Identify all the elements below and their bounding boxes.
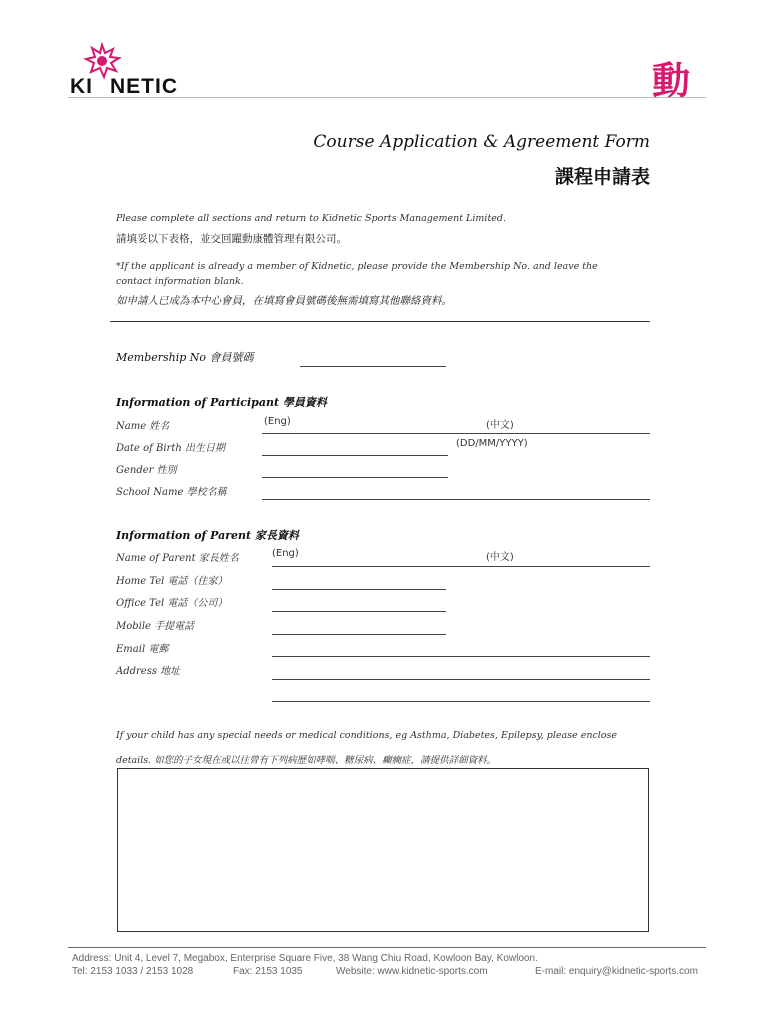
participant-zh-hint: (中文) [486,420,514,431]
title-english: Course Application & Agreement Form [313,132,650,152]
gender-field[interactable] [262,477,448,478]
membership-label: Membership No 會員號碼 [116,351,254,364]
email-field[interactable] [272,656,650,657]
mobile-field[interactable] [272,634,446,635]
address-field-2[interactable] [272,701,650,702]
intro-chinese: 請填妥以下表格，並交回躍動康體管理有限公司。 [116,233,347,245]
parent-name-label: Name of Parent 家長姓名 [116,553,239,564]
dob-hint: (DD/MM/YYYY) [456,438,528,449]
dob-field[interactable] [262,455,448,456]
email-label: Email 電郵 [116,644,169,655]
membership-field[interactable] [300,366,446,367]
intro-english: Please complete all sections and return to Kidnetic Sports Management Limited. [116,213,506,224]
intro-divider [110,321,650,322]
title-chinese: 課程申請表 [554,166,650,188]
parent-name-field[interactable] [272,566,650,567]
footer-fax: Fax: 2153 1035 [233,966,303,977]
parent-zh-hint: (中文) [486,552,514,563]
participant-eng-hint: (Eng) [264,416,291,427]
note-english-2: contact information blank. [116,276,244,287]
participant-name-field[interactable] [262,433,650,434]
chinese-logo: 動 [652,58,691,103]
home-tel-field[interactable] [272,589,446,590]
footer-website[interactable]: Website: www.kidnetic-sports.com [336,966,488,977]
logo-text-left: KI [70,75,93,98]
participant-name-label: Name 姓名 [116,421,170,432]
special-needs-line-1: If your child has any special needs or medical conditions, eg Asthma, Diabetes, Epilepsy, please enclose [116,730,618,741]
footer-email[interactable]: E-mail: enquiry@kidnetic-sports.com [535,966,698,977]
office-tel-label: Office Tel 電話（公司） [116,598,228,609]
school-label: School Name 學校名稱 [116,487,227,498]
school-field[interactable] [262,499,650,500]
home-tel-label: Home Tel 電話（住家） [116,576,228,587]
header-divider [68,97,706,98]
address-field-1[interactable] [272,679,650,680]
footer-tel: Tel: 2153 1033 / 2153 1028 [72,966,194,977]
special-needs-line-2: details. 如您的子女現在或以往曾有下列病歷如哮喘、糖尿病、癲癇症，請提供詳細資料。 [116,755,497,766]
office-tel-field[interactable] [272,611,446,612]
mobile-label: Mobile 手提電話 [116,621,195,632]
parent-eng-hint: (Eng) [272,548,299,559]
participant-heading: Information of Participant 學員資料 [116,396,327,409]
logo-text-right: NETIC [110,75,178,98]
note-chinese: 如申請人已成為本中心會員，在填寫會員號碼後無需填寫其他聯絡資料。 [116,295,452,307]
dob-label: Date of Birth 出生日期 [116,443,225,454]
footer-divider [68,947,706,948]
footer-address: Address: Unit 4, Level 7, Megabox, Enterprise Square Five, 38 Wang Chiu Road, Kowloon Bay, Kowloon. [72,953,538,964]
note-english-1: *If the applicant is already a member of Kidnetic, please provide the Membership No. and leave the [116,261,598,272]
address-label: Address 地址 [116,666,181,677]
special-needs-box[interactable] [117,768,649,932]
kidnetic-logo [70,42,200,97]
parent-heading: Information of Parent 家長資料 [116,529,299,542]
gender-label: Gender 性別 [116,465,177,476]
